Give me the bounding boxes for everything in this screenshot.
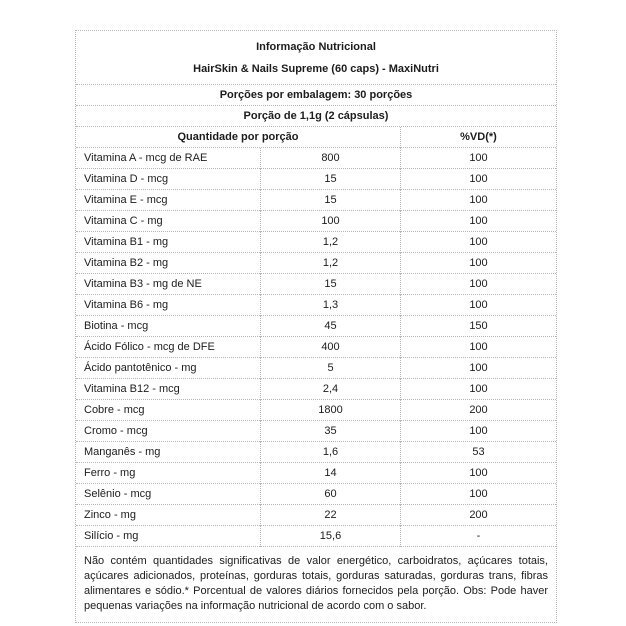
table-row (76, 526, 556, 547)
nutrient-name: Ácido Fólico - mcg de DFE (76, 337, 261, 358)
column-header-row (76, 127, 556, 148)
nutrient-name: Vitamina B6 - mg (76, 295, 261, 316)
table-row (76, 274, 556, 295)
table-header-block (76, 31, 556, 85)
nutrient-name: Manganês - mg (76, 442, 261, 463)
nutrient-amount: 800 (261, 148, 401, 169)
nutrient-name: Ácido pantotênico - mg (76, 358, 261, 379)
nutrition-facts-table (75, 30, 557, 623)
nutrient-name: Vitamina C - mg (76, 211, 261, 232)
nutrient-vd: 100 (469, 467, 488, 479)
nutrient-vd: 200 (469, 509, 488, 521)
nutrient-name: Vitamina D - mcg (76, 169, 261, 190)
nutrient-amount: 60 (261, 484, 401, 505)
nutrient-amount: 2,4 (261, 379, 401, 400)
portion-size: Porção de 1,1g (2 cápsulas) (76, 106, 556, 127)
nutrient-amount: 1,2 (261, 232, 401, 253)
column-header-quantity: Quantidade por porção (76, 127, 401, 148)
nutrient-amount: 1800 (261, 400, 401, 421)
footnote: Não contém quantidades significativas de valor energético, carboidratos, açúcares totais, açúcares adicionados, proteínas, gorduras totais, gorduras saturadas, gorduras trans, fibras alimentares e sódio.* Porcentual de valores diários fornecidos pela porção. Obs: Pode haver pequenas variações na informação nutricional de acordo com o sabor. (84, 555, 548, 612)
nutrient-name: Vitamina B1 - mg (76, 232, 261, 253)
nutrient-vd: 100 (469, 257, 488, 269)
table-row (76, 232, 556, 253)
table-row (76, 316, 556, 337)
nutrient-vd: 100 (469, 215, 488, 227)
nutrient-vd: 53 (472, 446, 485, 458)
nutrient-vd: 100 (469, 488, 488, 500)
nutrient-amount: 35 (261, 421, 401, 442)
nutrient-name: Vitamina B3 - mg de NE (76, 274, 261, 295)
table-row (76, 421, 556, 442)
table-row (76, 400, 556, 421)
nutrient-name: Cobre - mcg (76, 400, 261, 421)
servings-per-package: Porções por embalagem: 30 porções (76, 85, 556, 106)
nutrient-vd: - (476, 530, 481, 542)
nutrient-vd: 100 (469, 152, 488, 164)
table-row (76, 442, 556, 463)
product-name: HairSkin & Nails Supreme (60 caps) - MaxiNutri (193, 63, 439, 75)
nutrient-vd: 100 (469, 299, 488, 311)
nutrient-vd: 100 (469, 341, 488, 353)
nutrient-amount: 14 (261, 463, 401, 484)
table-row (76, 337, 556, 358)
table-row (76, 190, 556, 211)
table-row (76, 253, 556, 274)
nutrient-amount: 1,2 (261, 253, 401, 274)
table-row (76, 379, 556, 400)
nutrient-vd: 100 (469, 194, 488, 206)
nutrient-vd: 200 (469, 404, 488, 416)
nutrient-name: Biotina - mcg (76, 316, 261, 337)
table-row (76, 484, 556, 505)
nutrient-vd: 100 (469, 173, 488, 185)
nutrient-name: Silício - mg (76, 526, 261, 547)
table-row (76, 358, 556, 379)
table-row (76, 211, 556, 232)
table-row (76, 295, 556, 316)
nutrient-amount: 15,6 (261, 526, 401, 547)
table-row (76, 169, 556, 190)
table-row (76, 505, 556, 526)
column-header-vd: %VD(*) (460, 131, 497, 143)
nutrient-name: Selênio - mcg (76, 484, 261, 505)
nutrient-name: Ferro - mg (76, 463, 261, 484)
nutrient-amount: 1,3 (261, 295, 401, 316)
table-row (76, 463, 556, 484)
nutrient-name: Zinco - mg (76, 505, 261, 526)
table-row (76, 148, 556, 169)
nutrient-vd: 100 (469, 383, 488, 395)
nutrient-vd: 100 (469, 278, 488, 290)
nutrient-vd: 100 (469, 236, 488, 248)
nutrient-vd: 100 (469, 425, 488, 437)
nutrient-vd: 150 (469, 320, 488, 332)
nutrient-rows (76, 148, 556, 547)
nutrient-name: Vitamina B12 - mcg (76, 379, 261, 400)
nutrient-amount: 45 (261, 316, 401, 337)
nutrient-amount: 15 (261, 274, 401, 295)
nutrient-amount: 5 (261, 358, 401, 379)
nutrient-vd: 100 (469, 362, 488, 374)
nutrient-name: Vitamina B2 - mg (76, 253, 261, 274)
nutrient-name: Vitamina A - mcg de RAE (76, 148, 261, 169)
nutrient-amount: 15 (261, 190, 401, 211)
nutrient-amount: 22 (261, 505, 401, 526)
nutrient-amount: 100 (261, 211, 401, 232)
nutrient-amount: 15 (261, 169, 401, 190)
table-title: Informação Nutricional (256, 41, 376, 53)
nutrient-amount: 400 (261, 337, 401, 358)
nutrient-name: Cromo - mcg (76, 421, 261, 442)
nutrient-amount: 1,6 (261, 442, 401, 463)
nutrient-name: Vitamina E - mcg (76, 190, 261, 211)
